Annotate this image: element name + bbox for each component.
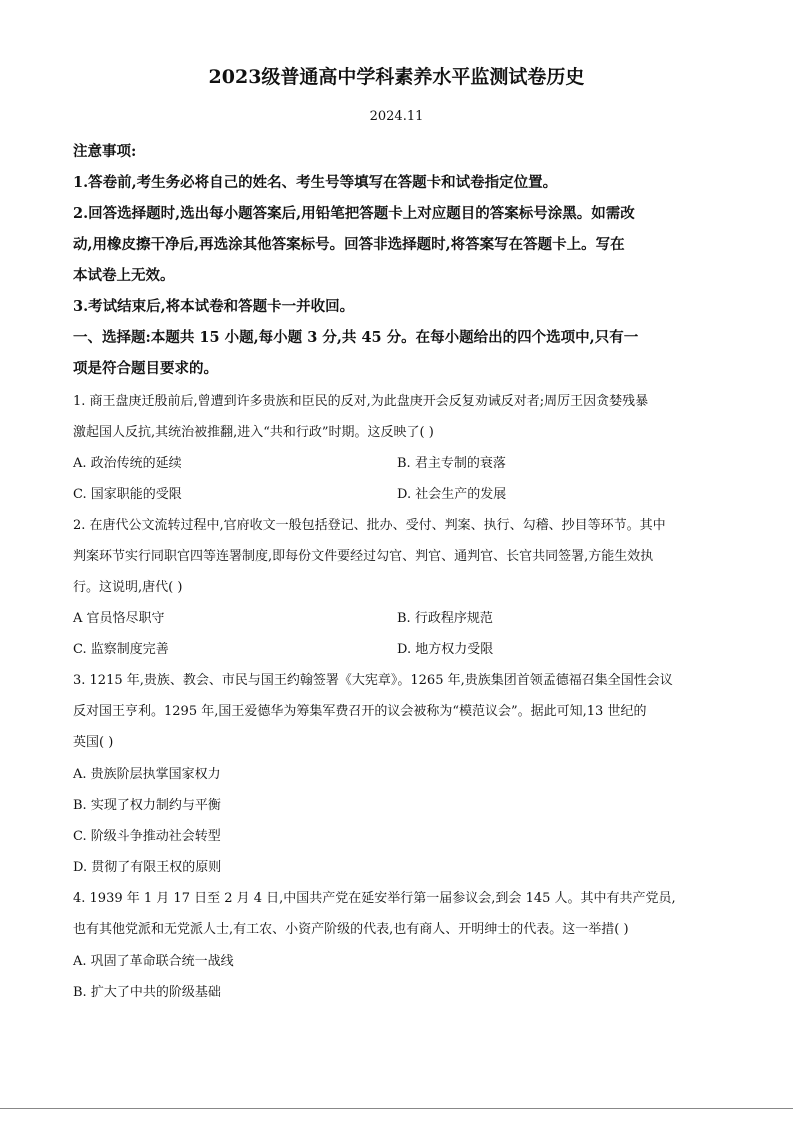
notes-heading: 注意事项: bbox=[73, 143, 137, 160]
question-2-option-d: D. 地方权力受限 bbox=[397, 642, 494, 657]
notes-line: 3.考试结束后,将本试卷和答题卡一并收回。 bbox=[73, 298, 355, 315]
question-3-option-a: A. 贵族阶层执掌国家权力 bbox=[73, 767, 221, 782]
question-4-stem: 4. 1939 年 1 月 17 日至 2 月 4 日,中国共产党在延安举行第一届参议会,到会 145 人。其中有共产党员, bbox=[73, 891, 676, 906]
question-3-option-d: D. 贯彻了有限王权的原则 bbox=[73, 860, 222, 875]
question-1-stem: 激起国人反抗,其统治被推翻,进入“共和行政”时期。这反映了( ) bbox=[73, 425, 434, 440]
question-4-stem: 也有其他党派和无党派人士,有工农、小资产阶级的代表,也有商人、开明绅士的代表。这一举措( ) bbox=[73, 922, 629, 937]
question-1-option-a: A. 政治传统的延续 bbox=[73, 456, 182, 471]
question-4-option-b: B. 扩大了中共的阶级基础 bbox=[73, 985, 221, 1000]
question-3-stem: 反对国王亨利。1295 年,国王爱德华为筹集军费召开的议会被称为“模范议会”。据此可知,13 世纪的 bbox=[73, 704, 647, 719]
question-2-stem: 判案环节实行同职官四等连署制度,即每份文件要经过勾官、判官、通判官、长官共同签署,方能生效执 bbox=[73, 549, 654, 564]
page-bottom-rule bbox=[0, 1108, 793, 1109]
notes-line: 动,用橡皮擦干净后,再选涂其他答案标号。回答非选择题时,将答案写在答题卡上。写在 bbox=[73, 236, 625, 253]
page-title: 2023级普通高中学科素养水平监测试卷历史 bbox=[208, 66, 585, 88]
section-heading: 一、选择题:本题共 15 小题,每小题 3 分,共 45 分。在每小题给出的四个选项中,只有一 bbox=[73, 329, 639, 346]
question-3-stem: 英国( ) bbox=[73, 735, 114, 750]
question-1-option-b: B. 君主专制的衰落 bbox=[397, 456, 506, 471]
question-1-option-d: D. 社会生产的发展 bbox=[397, 487, 507, 502]
question-2-option-c: C. 监察制度完善 bbox=[73, 642, 169, 657]
notes-line: 1.答卷前,考生务必将自己的姓名、考生号等填写在答题卡和试卷指定位置。 bbox=[73, 174, 558, 191]
question-2-option-b: B. 行政程序规范 bbox=[397, 611, 493, 626]
question-1-stem: 1. 商王盘庚迁殷前后,曾遭到许多贵族和臣民的反对,为此盘庚开会反复劝诫反对者;周厉王因贪婪残暴 bbox=[73, 394, 649, 409]
question-3-option-b: B. 实现了权力制约与平衡 bbox=[73, 798, 221, 813]
exam-date: 2024.11 bbox=[369, 109, 424, 124]
question-3-stem: 3. 1215 年,贵族、教会、市民与国王约翰签署《大宪章》。1265 年,贵族集团首领孟德福召集全国性会议 bbox=[73, 673, 673, 688]
question-3-option-c: C. 阶级斗争推动社会转型 bbox=[73, 829, 221, 844]
notes-line: 2.回答选择题时,选出每小题答案后,用铅笔把答题卡上对应题目的答案标号涂黑。如需改 bbox=[73, 205, 635, 222]
question-2-option-a: A 官员恪尽职守 bbox=[73, 611, 165, 626]
question-1-option-c: C. 国家职能的受限 bbox=[73, 487, 182, 502]
notes-line: 本试卷上无效。 bbox=[73, 267, 175, 284]
question-2-stem: 行。这说明,唐代( ) bbox=[73, 580, 183, 595]
question-4-option-a: A. 巩固了革命联合统一战线 bbox=[73, 954, 234, 969]
section-heading: 项是符合题目要求的。 bbox=[73, 360, 218, 377]
question-2-stem: 2. 在唐代公文流转过程中,官府收文一般包括登记、批办、受付、判案、执行、勾稽、抄目等环节。其中 bbox=[73, 518, 666, 533]
